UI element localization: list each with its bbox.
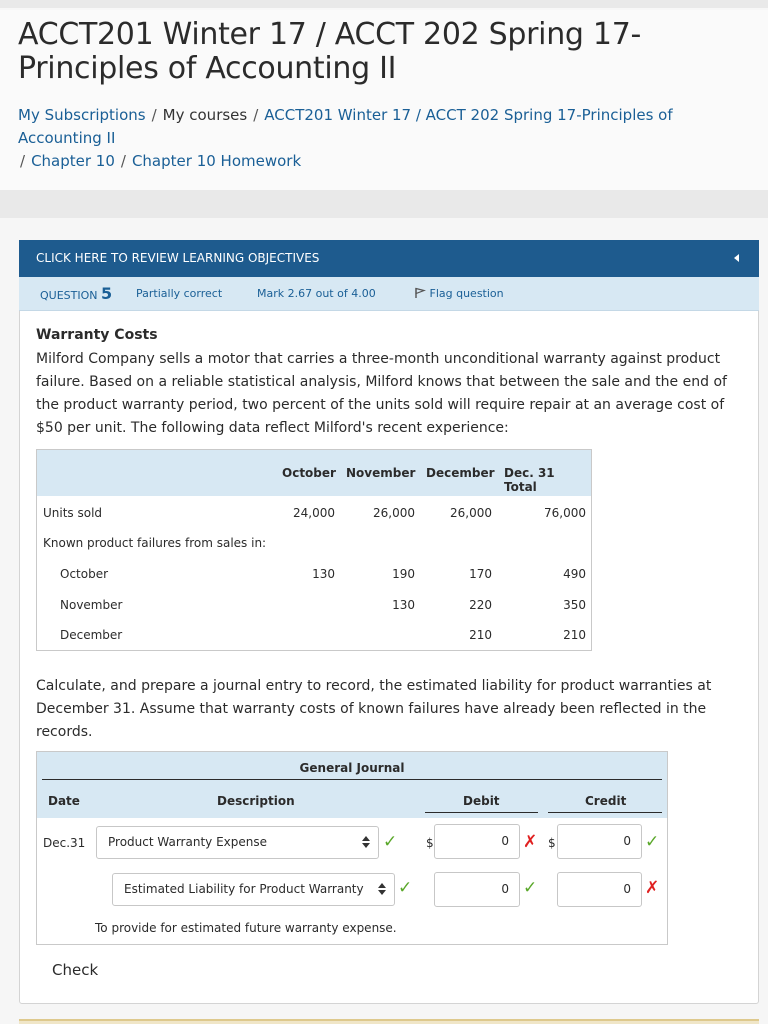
question-label: QUESTION — [40, 289, 98, 302]
cell-oct-october: 130 — [312, 567, 335, 581]
column-debit: Debit — [463, 794, 500, 808]
row1-credit-correct-icon: ✓ — [645, 832, 660, 852]
breadcrumb-separator: / — [20, 152, 26, 170]
breadcrumb-separator: / — [151, 106, 157, 124]
journal-title: General Journal — [299, 761, 405, 775]
next-card-edge — [19, 1019, 759, 1024]
row1-date: Dec.31 — [43, 836, 86, 850]
header-november: November — [346, 466, 416, 480]
row2-debit-input[interactable]: 0 — [434, 872, 520, 907]
select-arrows-icon — [378, 883, 386, 895]
question-number-value: 5 — [101, 284, 113, 303]
question-number — [40, 277, 112, 313]
breadcrumb-my-courses: My courses — [162, 106, 248, 124]
column-description: Description — [217, 794, 295, 808]
breadcrumb-separator: / — [253, 106, 259, 124]
learning-objectives-bar[interactable] — [19, 240, 759, 277]
row-label-units-sold: Units sold — [43, 506, 103, 520]
cell-nov-november: 130 — [392, 598, 415, 612]
row1-debit-currency: $ — [426, 836, 434, 850]
breadcrumb-course[interactable]: ACCT201 Winter 17 / ACCT 202 Spring 17-Principles of Accounting II — [18, 106, 673, 147]
learning-objectives-label: CLICK HERE TO REVIEW LEARNING OBJECTIVES — [36, 251, 320, 265]
row1-account-value: Product Warranty Expense — [108, 835, 267, 849]
general-journal — [36, 751, 668, 945]
row2-account-correct-icon: ✓ — [398, 878, 413, 898]
row2-credit-input[interactable]: 0 — [557, 872, 642, 907]
problem-title: Warranty Costs — [36, 327, 158, 343]
cell-nov-total: 350 — [563, 598, 586, 612]
row2-debit-correct-icon: ✓ — [523, 878, 538, 898]
cell-units-december: 26,000 — [450, 506, 492, 520]
question-state: Partially correct — [136, 287, 223, 300]
flag-icon — [414, 287, 426, 299]
flag-question[interactable] — [414, 277, 504, 311]
row1-debit-incorrect-icon: ✗ — [523, 832, 538, 852]
collapse-arrow-icon[interactable] — [734, 254, 739, 262]
breadcrumb-homework[interactable]: Chapter 10 Homework — [131, 152, 302, 170]
row-label-failures: Known product failures from sales in: — [43, 536, 267, 550]
row2-account-select[interactable] — [112, 873, 395, 906]
credit-rule — [548, 812, 662, 813]
cell-dec-december: 210 — [469, 628, 492, 642]
data-table — [36, 449, 592, 651]
header-december: December — [426, 466, 495, 480]
row1-account-select[interactable] — [96, 826, 379, 859]
row1-credit-input[interactable]: 0 — [557, 824, 642, 859]
cell-units-november: 26,000 — [373, 506, 415, 520]
question-mark: Mark 2.67 out of 4.00 — [257, 287, 376, 300]
row1-account-correct-icon: ✓ — [383, 832, 398, 852]
breadcrumb-chapter[interactable]: Chapter 10 — [31, 152, 115, 170]
row-label-december: December — [60, 628, 123, 642]
cell-units-total: 76,000 — [544, 506, 586, 520]
cell-nov-december: 220 — [469, 598, 492, 612]
cell-oct-november: 190 — [392, 567, 415, 581]
header-october: October — [282, 466, 336, 480]
debit-rule — [425, 812, 538, 813]
column-date: Date — [48, 794, 80, 808]
cell-oct-december: 170 — [469, 567, 492, 581]
column-credit: Credit — [585, 794, 627, 808]
row-label-october: October — [60, 567, 109, 581]
breadcrumb-my-subscriptions[interactable]: My Subscriptions — [18, 106, 146, 124]
breadcrumb — [18, 104, 758, 173]
cell-oct-total: 490 — [563, 567, 586, 581]
flag-question-label: Flag question — [429, 287, 504, 300]
journal-title-rule — [42, 779, 662, 780]
problem-text: Milford Company sells a motor that carries a three-month unconditional warranty against product failure. Based on a reliable statistical analysis, Milford knows that between the sale and the end of the product warranty period, two percent of the units sold will require repair at an average cost of $50 per unit. The following data reflect Milford's recent experience: — [36, 351, 727, 436]
row2-credit-incorrect-icon: ✗ — [645, 878, 660, 898]
check-button[interactable]: Check — [52, 961, 99, 979]
row2-account-value: Estimated Liability for Product Warranty — [124, 882, 364, 896]
header-total: Dec. 31 Total — [504, 466, 555, 494]
row1-debit-input[interactable]: 0 — [434, 824, 520, 859]
row1-credit-currency: $ — [548, 836, 556, 850]
cell-units-october: 24,000 — [293, 506, 335, 520]
select-arrows-icon — [362, 836, 370, 848]
instructions-text: Calculate, and prepare a journal entry to record, the estimated liability for product warranties at December 31. Assume that warranty costs of known failures have already been reflected in the records. — [36, 678, 712, 740]
question-info-bar — [19, 277, 759, 311]
row-label-november: November — [60, 598, 123, 612]
page-title: ACCT201 Winter 17 / ACCT 202 Spring 17-Principles of Accounting II — [18, 17, 642, 86]
cell-dec-total: 210 — [563, 628, 586, 642]
journal-memo: To provide for estimated future warranty expense. — [95, 921, 397, 935]
breadcrumb-separator: / — [120, 152, 126, 170]
